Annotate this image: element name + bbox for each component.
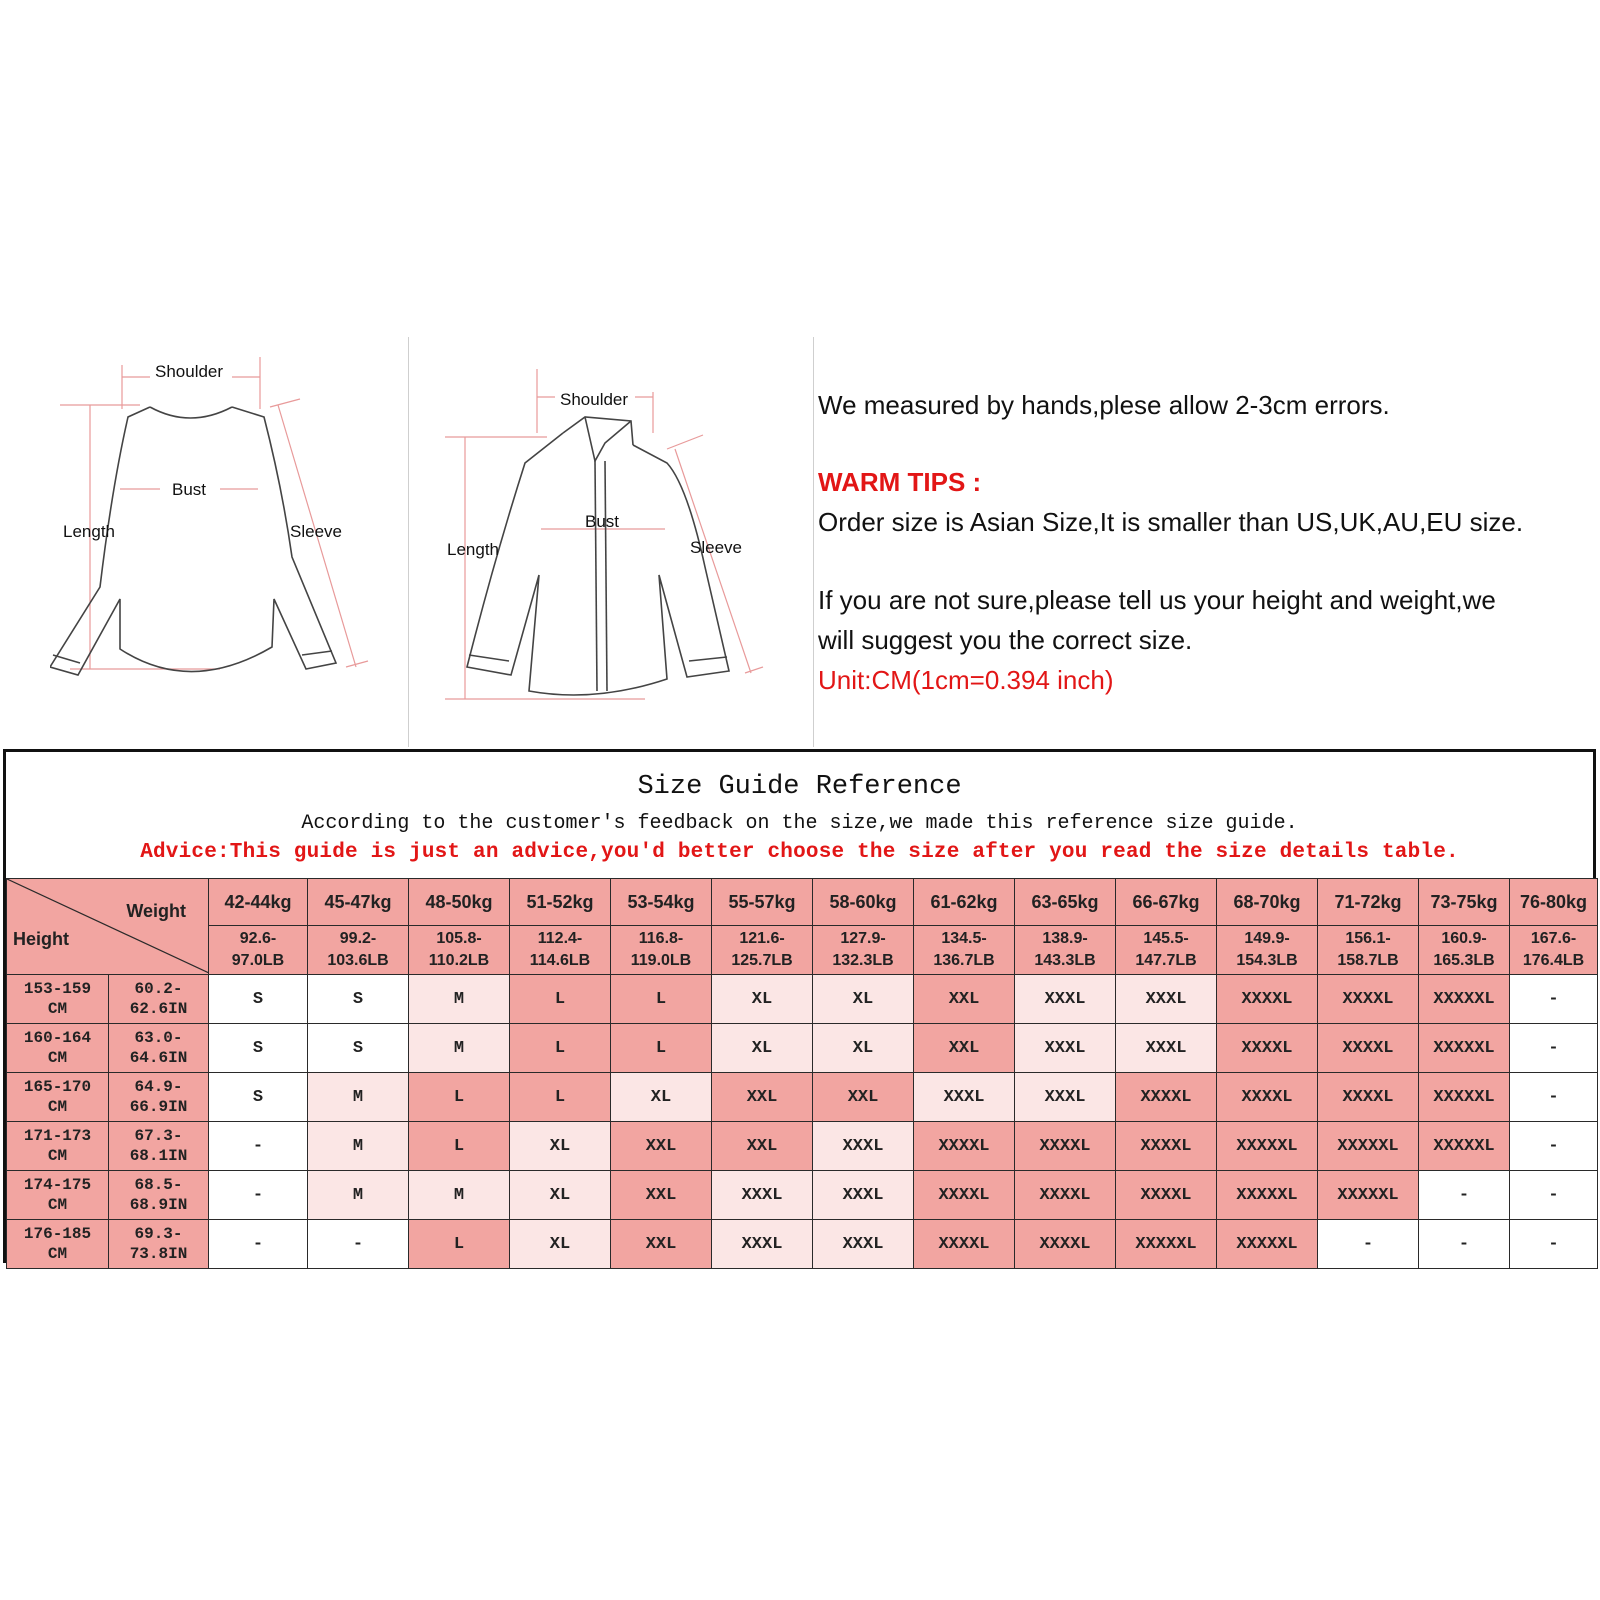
size-cell: XXXXXL — [1419, 1073, 1510, 1122]
weight-kg-header: 63-65kg — [1015, 879, 1116, 926]
unit-note: Unit:CM(1cm=0.394 inch) — [818, 665, 1114, 695]
size-cell: XXXXL — [1116, 1122, 1217, 1171]
table-row — [7, 1122, 1598, 1171]
table-row — [7, 1220, 1598, 1269]
size-cell: L — [510, 975, 611, 1024]
height-inch-cell — [109, 1220, 209, 1269]
size-cell: XXL — [914, 1024, 1015, 1073]
weight-lb-header — [1318, 926, 1419, 975]
size-cell: XXL — [712, 1073, 813, 1122]
size-cell: - — [1510, 1220, 1598, 1269]
size-guide-title: Size Guide Reference — [637, 772, 962, 802]
weight-lb-line: 138.9- — [1042, 930, 1088, 947]
size-cell: - — [209, 1122, 308, 1171]
suggest-note-line1: If you are not sure,please tell us your height and weight,we — [818, 585, 1496, 615]
weight-kg-header: 51-52kg — [510, 879, 611, 926]
height-line: 68.9IN — [129, 1196, 188, 1214]
size-cell: XXXXXL — [1419, 1024, 1510, 1073]
tshirt-diagram — [50, 337, 380, 697]
tshirt-bust-label: Bust — [172, 480, 207, 499]
shirt-shoulder-label: Shoulder — [560, 390, 629, 409]
weight-lb-line: 136.7LB — [933, 952, 995, 969]
panel-divider — [408, 337, 409, 747]
size-cell: XXXXL — [914, 1122, 1015, 1171]
height-cm-cell — [7, 1220, 109, 1269]
size-cell: M — [409, 975, 510, 1024]
size-cell: XL — [510, 1171, 611, 1220]
size-cell: XXXL — [813, 1122, 914, 1171]
tshirt-shoulder-label: Shoulder — [155, 362, 224, 381]
size-cell: XXXXL — [1217, 1024, 1318, 1073]
height-line: 160-164 — [23, 1029, 92, 1047]
height-line: CM — [47, 1098, 68, 1116]
size-guide — [3, 749, 1596, 1263]
weight-kg-header: 76-80kg — [1510, 879, 1598, 926]
weight-lb-line: 125.7LB — [731, 952, 793, 969]
size-cell: - — [1318, 1220, 1419, 1269]
weight-lb-line: 132.3LB — [832, 952, 894, 969]
weight-lb-line: 149.9- — [1244, 930, 1290, 947]
weight-lb-line: 143.3LB — [1034, 952, 1096, 969]
tshirt-outline-icon — [50, 337, 380, 697]
size-cell: XXXXXL — [1318, 1122, 1419, 1171]
height-line: 64.6IN — [129, 1049, 188, 1067]
size-cell: XXXXXL — [1116, 1220, 1217, 1269]
size-tips — [818, 385, 1600, 700]
size-cell: XXXL — [712, 1220, 813, 1269]
size-cell: XXXXXL — [1419, 1122, 1510, 1171]
size-cell: XXXL — [914, 1073, 1015, 1122]
weight-lb-header — [1510, 926, 1598, 975]
height-line: CM — [47, 1000, 68, 1018]
size-cell: S — [209, 1073, 308, 1122]
height-line: 68.5- — [134, 1176, 183, 1194]
shirt-length-label: Length — [447, 540, 499, 559]
tshirt-length-label: Length — [63, 522, 115, 541]
height-line: CM — [47, 1245, 68, 1263]
weight-lb-line: 156.1- — [1345, 930, 1391, 947]
size-cell: XL — [510, 1220, 611, 1269]
measurement-diagram-panel — [5, 337, 1600, 747]
weight-lb-header — [813, 926, 914, 975]
height-line: 174-175 — [23, 1176, 92, 1194]
size-cell: L — [409, 1220, 510, 1269]
height-cm-cell — [7, 975, 109, 1024]
weight-lb-line: 121.6- — [739, 930, 785, 947]
table-row — [7, 1171, 1598, 1220]
weight-lb-line: 160.9- — [1441, 930, 1487, 947]
shirt-sleeve-label: Sleeve — [690, 538, 742, 557]
size-cell: M — [308, 1073, 409, 1122]
weight-lb-header — [1116, 926, 1217, 975]
size-cell: S — [308, 975, 409, 1024]
size-cell: XXXXL — [1015, 1171, 1116, 1220]
size-guide-advice: Advice:This guide is just an advice,you'd better choose the size after you read the size details table. — [140, 841, 1459, 864]
weight-kg-header: 71-72kg — [1318, 879, 1419, 926]
size-cell: XXXXL — [914, 1171, 1015, 1220]
size-cell: M — [409, 1171, 510, 1220]
size-cell: XXL — [712, 1122, 813, 1171]
tshirt-sleeve-label: Sleeve — [290, 522, 342, 541]
height-cm-cell — [7, 1024, 109, 1073]
size-cell: XXXXL — [1116, 1171, 1217, 1220]
weight-lb-line: 103.6LB — [327, 952, 389, 969]
size-cell: XXXXL — [1015, 1122, 1116, 1171]
size-cell: XXXXXL — [1217, 1122, 1318, 1171]
weight-lb-header — [209, 926, 308, 975]
warm-tips-title: WARM TIPS : — [818, 467, 982, 497]
size-cell: S — [209, 975, 308, 1024]
size-cell: - — [1419, 1171, 1510, 1220]
height-line: 66.9IN — [129, 1098, 188, 1116]
size-cell: XXXXL — [1318, 1024, 1419, 1073]
height-cm-cell — [7, 1122, 109, 1171]
suggest-note-line2: will suggest you the correct size. — [818, 625, 1193, 655]
height-line: 176-185 — [23, 1225, 92, 1243]
weight-lb-line: 110.2LB — [428, 952, 490, 969]
height-inch-cell — [109, 1171, 209, 1220]
size-cell: XXXXL — [1318, 1073, 1419, 1122]
size-cell: - — [1510, 1024, 1598, 1073]
weight-kg-header: 73-75kg — [1419, 879, 1510, 926]
weight-lb-header — [914, 926, 1015, 975]
size-cell: XXL — [611, 1220, 712, 1269]
height-line: 69.3- — [134, 1225, 183, 1243]
weight-lb-line: 114.6LB — [529, 952, 591, 969]
height-line: 67.3- — [134, 1127, 183, 1145]
weight-lb-line: 112.4- — [537, 930, 583, 947]
weight-lb-header — [1217, 926, 1318, 975]
weight-kg-header: 66-67kg — [1116, 879, 1217, 926]
weight-kg-header: 68-70kg — [1217, 879, 1318, 926]
size-cell: XXXXXL — [1217, 1220, 1318, 1269]
height-inch-cell — [109, 975, 209, 1024]
size-cell: - — [308, 1220, 409, 1269]
measure-note: We measured by hands,plese allow 2-3cm errors. — [818, 390, 1390, 420]
height-line: CM — [47, 1196, 68, 1214]
size-cell: XL — [712, 1024, 813, 1073]
weight-lb-line: 167.6- — [1530, 930, 1577, 947]
height-line: 73.8IN — [129, 1245, 188, 1263]
size-cell: XL — [510, 1122, 611, 1171]
height-inch-cell — [109, 1073, 209, 1122]
size-cell: XXXXXL — [1419, 975, 1510, 1024]
size-cell: XXL — [914, 975, 1015, 1024]
height-axis-label: Height — [13, 929, 69, 949]
height-line: CM — [47, 1147, 68, 1165]
weight-lb-line: 145.5- — [1143, 930, 1189, 947]
weight-lb-line: 105.8- — [436, 930, 482, 947]
size-table — [6, 878, 1598, 1269]
size-cell: XL — [611, 1073, 712, 1122]
size-cell: - — [1510, 1073, 1598, 1122]
shirt-outline-icon — [435, 337, 775, 707]
size-cell: S — [308, 1024, 409, 1073]
weight-lb-header — [409, 926, 510, 975]
size-cell: XL — [813, 1024, 914, 1073]
size-cell: - — [1510, 975, 1598, 1024]
size-cell: L — [510, 1024, 611, 1073]
size-cell: XXXXXL — [1318, 1171, 1419, 1220]
size-cell: XXXL — [813, 1220, 914, 1269]
size-cell: - — [209, 1171, 308, 1220]
size-cell: XL — [712, 975, 813, 1024]
size-cell: L — [409, 1073, 510, 1122]
height-line: 171-173 — [23, 1127, 92, 1145]
weight-lb-line: 97.0LB — [231, 952, 285, 969]
size-cell: - — [209, 1220, 308, 1269]
height-inch-cell — [109, 1122, 209, 1171]
weight-kg-header: 45-47kg — [308, 879, 409, 926]
weight-kg-header: 58-60kg — [813, 879, 914, 926]
height-line: 165-170 — [23, 1078, 92, 1096]
weight-kg-header: 42-44kg — [209, 879, 308, 926]
weight-lb-line: 134.5- — [941, 930, 987, 947]
size-cell: XXL — [611, 1171, 712, 1220]
weight-lb-header — [510, 926, 611, 975]
height-line: 64.9- — [134, 1078, 183, 1096]
weight-lb-line: 176.4LB — [1522, 952, 1585, 969]
size-cell: XXXL — [1015, 975, 1116, 1024]
height-line: CM — [47, 1049, 68, 1067]
table-row — [7, 975, 1598, 1024]
weight-kg-header: 48-50kg — [409, 879, 510, 926]
size-cell: L — [510, 1073, 611, 1122]
size-cell: XXXXL — [1015, 1220, 1116, 1269]
weight-lb-line: 154.3LB — [1236, 952, 1298, 969]
weight-lb-line: 119.0LB — [630, 952, 692, 969]
weight-lb-line: 99.2- — [339, 930, 377, 947]
size-cell: - — [1510, 1171, 1598, 1220]
height-line: 68.1IN — [129, 1147, 188, 1165]
weight-lb-line: 158.7LB — [1337, 952, 1399, 969]
size-cell: L — [409, 1122, 510, 1171]
weight-lb-header — [712, 926, 813, 975]
weight-lb-line: 92.6- — [239, 930, 277, 947]
weight-lb-line: 165.3LB — [1433, 952, 1495, 969]
size-cell: XXL — [611, 1122, 712, 1171]
size-cell: S — [209, 1024, 308, 1073]
weight-lb-header — [308, 926, 409, 975]
weight-kg-header: 55-57kg — [712, 879, 813, 926]
size-guide-subtitle: According to the customer's feedback on the size,we made this reference size guide. — [301, 812, 1298, 835]
size-cell: L — [611, 975, 712, 1024]
size-cell: XXXXL — [1217, 975, 1318, 1024]
weight-lb-line: 147.7LB — [1135, 952, 1197, 969]
table-row — [7, 1024, 1598, 1073]
weight-lb-header — [611, 926, 712, 975]
height-cm-cell — [7, 1171, 109, 1220]
size-cell: XXXL — [712, 1171, 813, 1220]
height-line: 62.6IN — [129, 1000, 188, 1018]
weight-kg-header: 53-54kg — [611, 879, 712, 926]
height-line: 63.0- — [134, 1029, 183, 1047]
size-cell: XXXXL — [1217, 1073, 1318, 1122]
size-cell: - — [1419, 1220, 1510, 1269]
size-cell: - — [1510, 1122, 1598, 1171]
order-size-note: Order size is Asian Size,It is smaller than US,UK,AU,EU size. — [818, 507, 1524, 537]
size-cell: XL — [813, 975, 914, 1024]
size-cell: XXXL — [1015, 1024, 1116, 1073]
table-row — [7, 1073, 1598, 1122]
table-corner-header — [7, 879, 209, 975]
weight-lb-line: 127.9- — [840, 930, 886, 947]
shirt-bust-label: Bust — [585, 512, 620, 531]
diagonal-divider-icon — [7, 879, 209, 973]
size-cell: XXXXL — [1116, 1073, 1217, 1122]
weight-kg-header: 61-62kg — [914, 879, 1015, 926]
panel-divider — [813, 337, 814, 747]
size-cell: XXXL — [1116, 975, 1217, 1024]
height-inch-cell — [109, 1024, 209, 1073]
weight-lb-line: 116.8- — [638, 930, 684, 947]
size-cell: M — [308, 1171, 409, 1220]
size-cell: XXL — [813, 1073, 914, 1122]
size-guide-header — [6, 752, 1593, 878]
weight-lb-header — [1015, 926, 1116, 975]
size-cell: L — [611, 1024, 712, 1073]
weight-axis-label: Weight — [126, 901, 186, 921]
size-cell: M — [409, 1024, 510, 1073]
size-cell: XXXXL — [914, 1220, 1015, 1269]
height-cm-cell — [7, 1073, 109, 1122]
weight-lb-header — [1419, 926, 1510, 975]
height-line: 60.2- — [134, 980, 183, 998]
size-cell: XXXL — [813, 1171, 914, 1220]
shirt-diagram — [435, 337, 775, 707]
height-line: 153-159 — [23, 980, 92, 998]
size-cell: XXXXXL — [1217, 1171, 1318, 1220]
size-cell: M — [308, 1122, 409, 1171]
size-cell: XXXL — [1116, 1024, 1217, 1073]
size-cell: XXXL — [1015, 1073, 1116, 1122]
size-cell: XXXXL — [1318, 975, 1419, 1024]
